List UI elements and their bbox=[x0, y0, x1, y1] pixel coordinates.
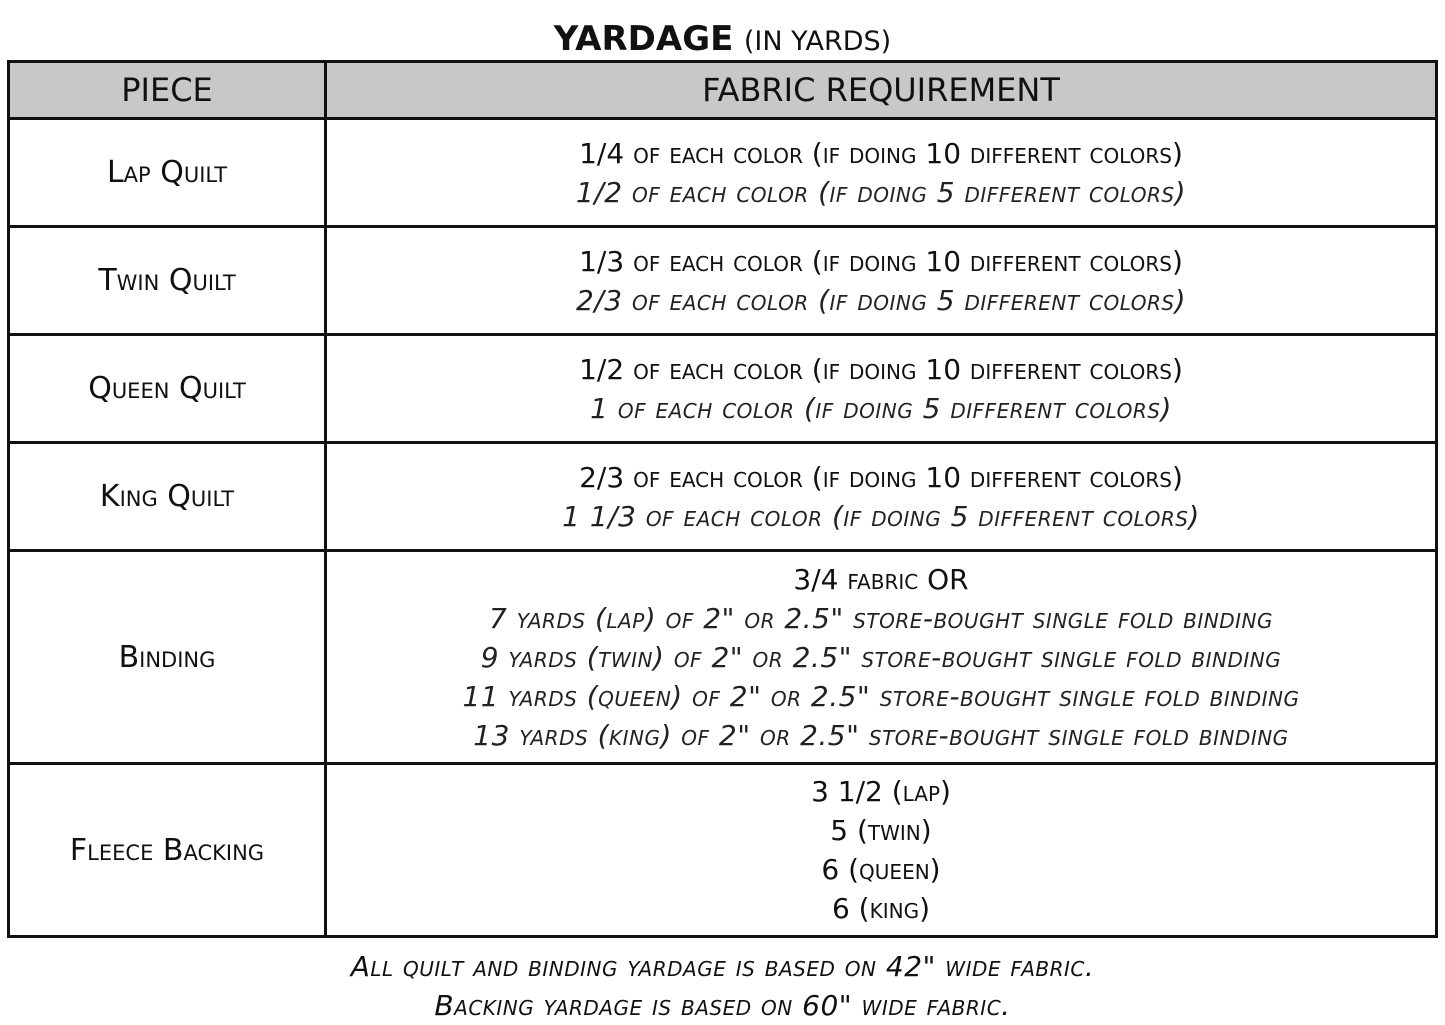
requirement-main: 3/4 fabric OR bbox=[793, 562, 969, 596]
title-main: YARDAGE bbox=[553, 19, 734, 59]
requirement-alt: 1 of each color (if doing 5 different colors) bbox=[590, 391, 1172, 425]
footnote: All quilt and binding yardage is based on 42" wide fabric. bbox=[350, 950, 1095, 983]
table-row bbox=[9, 551, 1437, 764]
piece-cell: Fleece Backing bbox=[9, 764, 326, 937]
requirement-main: 3 1/2 (lap) bbox=[811, 775, 951, 808]
header-row bbox=[9, 62, 1437, 119]
piece-cell: Binding bbox=[9, 551, 326, 764]
requirement-main: 5 (twin) bbox=[830, 814, 932, 847]
requirement-alt: 2/3 of each color (if doing 5 different colors) bbox=[576, 283, 1186, 317]
requirement-alt: 13 yards (king) of 2" or 2.5" store-bought single fold binding bbox=[473, 718, 1289, 752]
footnote: Backing yardage is based on 60" wide fabric. bbox=[434, 989, 1011, 1022]
requirement-main: 1/2 of each color (if doing 10 different colors) bbox=[579, 352, 1183, 386]
requirement-cell bbox=[326, 335, 1437, 443]
requirement-alt: 9 yards (twin) of 2" or 2.5" store-bought single fold binding bbox=[480, 640, 1282, 674]
requirement-cell bbox=[326, 119, 1437, 227]
requirement-main: 6 (king) bbox=[831, 892, 931, 925]
footnotes bbox=[0, 947, 1445, 1025]
yardage-table bbox=[7, 60, 1438, 938]
header-piece: PIECE bbox=[9, 62, 326, 119]
requirement-cell bbox=[326, 764, 1437, 937]
requirement-alt: 1 1/3 of each color (if doing 5 different colors) bbox=[562, 499, 1200, 533]
piece-cell: Twin Quilt bbox=[9, 227, 326, 335]
piece-cell: King Quilt bbox=[9, 443, 326, 551]
requirement-main: 2/3 of each color (if doing 10 different colors) bbox=[579, 460, 1183, 494]
piece-cell: Lap Quilt bbox=[9, 119, 326, 227]
requirement-main: 6 (queen) bbox=[821, 853, 941, 886]
requirement-cell bbox=[326, 443, 1437, 551]
piece-cell: Queen Quilt bbox=[9, 335, 326, 443]
requirement-main: 1/4 of each color (if doing 10 different colors) bbox=[579, 136, 1183, 170]
table-row bbox=[9, 764, 1437, 937]
requirement-alt: 11 yards (queen) of 2" or 2.5" store-bought single fold binding bbox=[462, 679, 1300, 713]
table-row bbox=[9, 335, 1437, 443]
requirement-cell bbox=[326, 227, 1437, 335]
requirement-alt: 1/2 of each color (if doing 5 different colors) bbox=[576, 175, 1186, 209]
table-row bbox=[9, 119, 1437, 227]
requirement-cell bbox=[326, 551, 1437, 764]
table-row bbox=[9, 227, 1437, 335]
table-row bbox=[9, 443, 1437, 551]
title-sub: (IN YARDS) bbox=[743, 26, 892, 57]
requirement-alt: 7 yards (lap) of 2" or 2.5" store-bought single fold binding bbox=[489, 601, 1273, 635]
header-requirement: FABRIC REQUIREMENT bbox=[326, 62, 1437, 119]
requirement-main: 1/3 of each color (if doing 10 different colors) bbox=[579, 244, 1183, 278]
